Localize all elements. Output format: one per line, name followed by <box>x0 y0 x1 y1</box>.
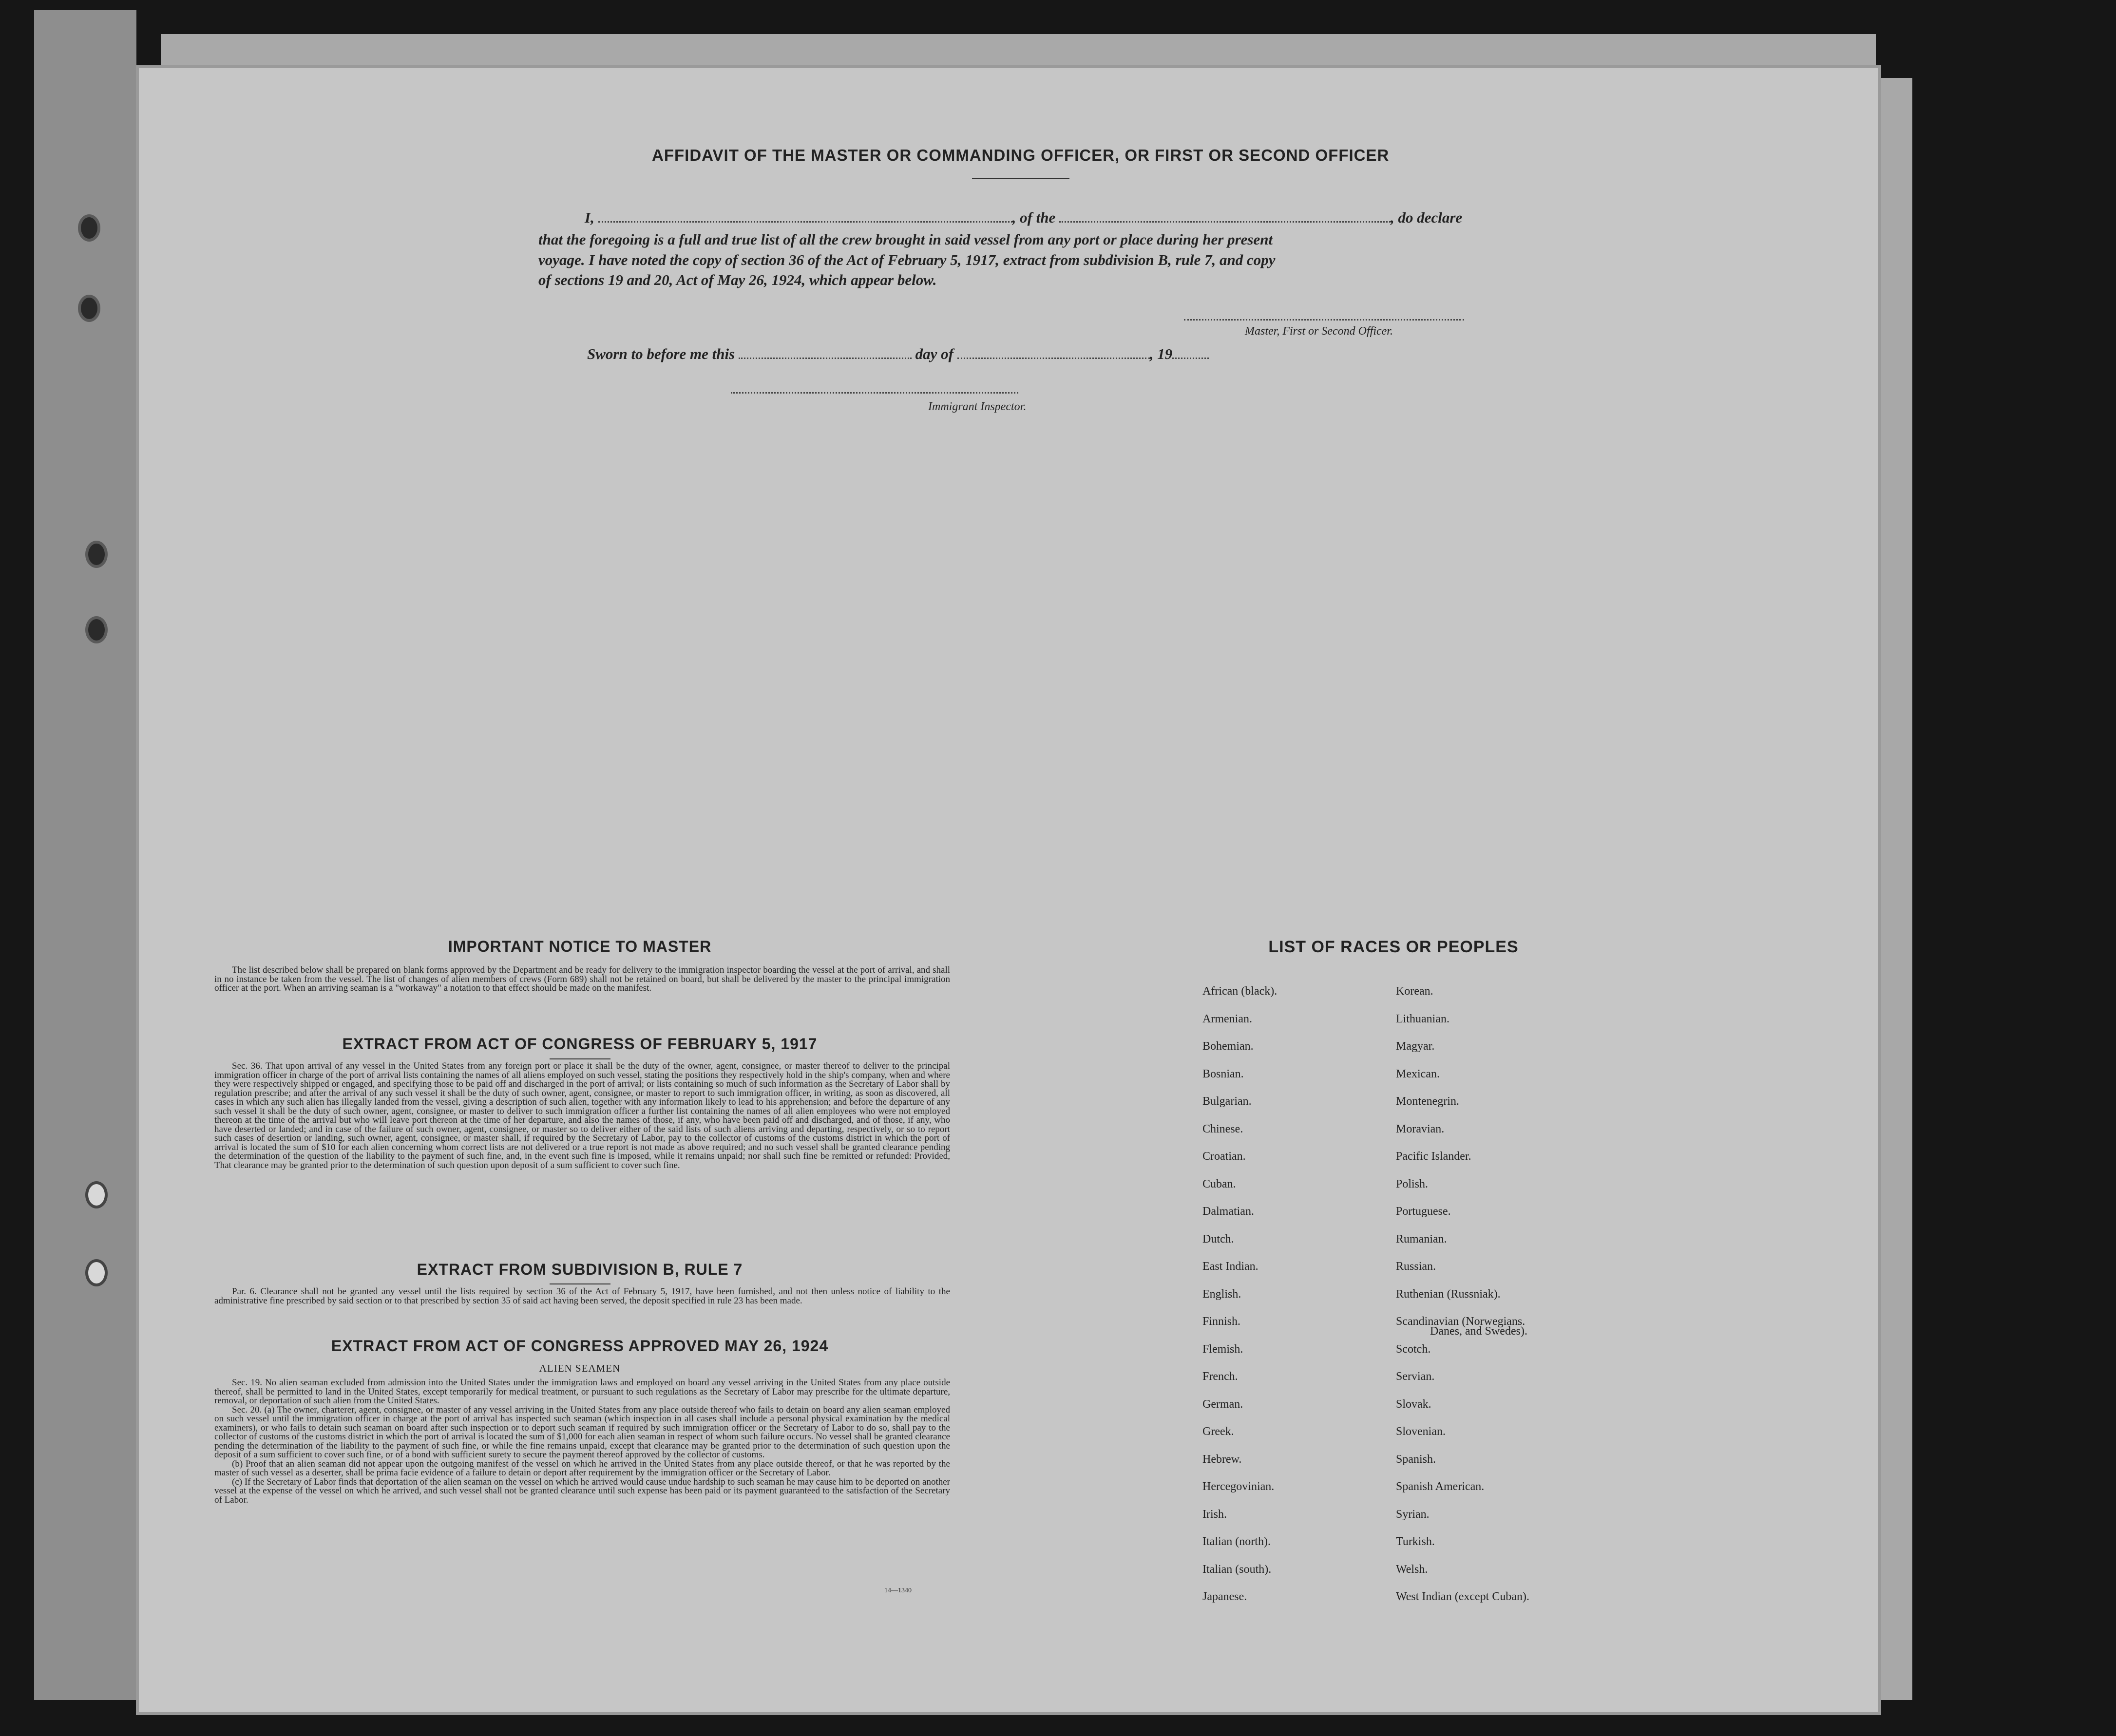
section-20a-paragraph: Sec. 20. (a) The owner, charterer, agent, consignee, or master of any vessel arriving in the United States from any place outside thereof who fails to detain on board any alien seaman employed on such vessel until the immigration officer in charge at the port of arrival has inspected such seaman (which inspection in all cases shall include a personal physical examination by the medical examiners), or who fails to detain such seaman on board after such inspection or to deport such seaman if required by such immigration officer or the Secretary of Labor to do so, shall pay to the collector of customs of the customs district in which the port of arrival is located the sum of $1,000 for each alien seaman in respect of whom such failure occurs. No vessel shall be granted clearance pending the determination of the liability to the payment of such fine, or while the fine remains unpaid, except that clearance may be granted prior to the determination of such question upon the deposit of a sum sufficient to cover such fine, or of a bond with sufficient surety to secure the payment thereof approved by the collector of customs. <box>214 1404 950 1460</box>
race-item: Korean. <box>1396 985 1433 998</box>
race-item: Montenegrin. <box>1396 1095 1459 1108</box>
title-rule <box>550 1283 610 1284</box>
extract-1924-title: EXTRACT FROM ACT OF CONGRESS APPROVED MAY 26, 1924 <box>331 1337 829 1355</box>
race-item: Greek. <box>1202 1425 1234 1438</box>
race-item: Russian. <box>1396 1260 1436 1273</box>
affidavit-of-the: , of the <box>1012 209 1056 226</box>
punch-hole <box>85 1259 108 1286</box>
race-item: Pacific Islander. <box>1396 1150 1471 1163</box>
race-item: Servian. <box>1396 1370 1435 1383</box>
race-item: Bosnian. <box>1202 1067 1244 1080</box>
race-item: Turkish. <box>1396 1535 1435 1548</box>
affidavit-line-4: of sections 19 and 20, Act of May 26, 1924, which appear below. <box>538 271 937 288</box>
inspector-signature-line[interactable] <box>731 392 1018 394</box>
race-item: Finnish. <box>1202 1315 1241 1328</box>
race-item: Spanish American. <box>1396 1480 1485 1493</box>
sworn-line <box>587 343 1209 365</box>
races-title: LIST OF RACES OR PEOPLES <box>1268 938 1519 956</box>
race-item: Armenian. <box>1202 1012 1252 1025</box>
race-item: Irish. <box>1202 1508 1227 1521</box>
section-20c-paragraph: (c) If the Secretary of Labor finds that deportation of the alien seaman on the vessel on which he arrived would cause undue hardship to such seaman he may cause him to be deported on another vessel at the expense of the vessel on which he arrived, and such vessel shall not be granted clearance until such expense has been paid or its payment guaranteed to the satisfaction of the Secretary of Labor. <box>214 1476 950 1505</box>
race-item: German. <box>1202 1397 1243 1411</box>
affidavit-line-2: that the foregoing is a full and true list of all the crew brought in said vessel from any port or place during her present <box>538 231 1273 248</box>
race-item: Rumanian. <box>1396 1232 1447 1245</box>
month-blank[interactable] <box>957 358 1150 359</box>
name-blank[interactable] <box>598 221 1012 223</box>
race-item: Spanish. <box>1396 1453 1436 1466</box>
punch-hole <box>78 214 100 242</box>
year-blank[interactable] <box>1172 358 1209 359</box>
form-number: 14—1340 <box>884 1587 912 1594</box>
left-binding-strip <box>34 10 136 1700</box>
section-36-paragraph: Sec. 36. That upon arrival of any vessel in the United States from any foreign port or place it shall be the duty of the owner, agent, consignee, or master thereof to deliver to the principal immigration officer in charge of the port of arrival lists containing the names of all aliens employed on such vessel, stating the positions they respectively hold in the ship's company, when and where they were respectively shipped or engaged, and specifying those to be paid off and discharged in the port of arrival; or lists containing so much of such information as the Secretary of Labor shall by regulation prescribe; and after the arrival of any such vessel it shall be the duty of such owner, agent, consignee, or master to report to such immigration officer, in writing, as soon as discovered, all cases in which any such alien has illegally landed from the vessel, giving a description of such alien, together with any information likely to lead to his apprehension; and before the departure of any such vessel it shall be the duty of such owner, agent, consignee, or master to deliver to such immigration officer a further list containing the names of all alien employees who were not employed thereon at the time of the arrival but who will leave port thereon at the time of her departure, and also the names of those, if any, who have been paid off and discharged, and of those, if any, who have deserted or landed; and in case of the failure of such owner, agent, consignee, or master so to deliver either of the said lists of such aliens arriving and departing, respectively, or so to report such cases of desertion or landing, such owner, agent, consignee, or master shall, if required by the Secretary of Labor, pay to the collector of customs of the customs district in which the port of arrival is located the sum of $10 for each alien concerning whom correct lists are not delivered or a true report is not made as above required; and no such vessel shall be granted clearance pending the determination of the question of the liability to the payment of such fine, and, in the event such fine is imposed, while it remains unpaid; nor shall such fine be remitted or refunded: Provided, That clearance may be granted prior to the determination of such question upon deposit of a sum sufficient to cover such fine. <box>214 1061 950 1170</box>
punch-hole <box>78 295 100 322</box>
notice-text <box>214 966 950 993</box>
race-item: Dutch. <box>1202 1232 1234 1245</box>
race-item: Italian (south). <box>1202 1563 1272 1576</box>
race-item: Mexican. <box>1396 1067 1440 1080</box>
affidavit-line-3: voyage. I have noted the copy of section 36 of the Act of February 5, 1917, extract from subdivision B, rule 7, and copy <box>538 251 1276 268</box>
race-item: Hebrew. <box>1202 1453 1242 1466</box>
punch-hole <box>85 541 108 568</box>
year-text: , 19 <box>1149 345 1173 362</box>
rule-7-title: EXTRACT FROM SUBDIVISION B, RULE 7 <box>417 1261 743 1278</box>
race-item: Scandinavian (Norwegians. <box>1396 1315 1525 1328</box>
punch-hole <box>85 1181 108 1208</box>
punch-hole <box>85 616 108 643</box>
race-item: Welsh. <box>1396 1563 1428 1576</box>
race-item: Bohemian. <box>1202 1040 1254 1053</box>
affidavit-line-1 <box>585 207 1462 228</box>
race-continuation: Danes, and Swedes). <box>1430 1325 1527 1338</box>
race-item: Cuban. <box>1202 1177 1236 1190</box>
race-item: Scotch. <box>1396 1342 1431 1356</box>
race-item: Polish. <box>1396 1177 1429 1190</box>
race-item: Hercegovinian. <box>1202 1480 1275 1493</box>
paragraph-6: Par. 6. Clearance shall not be granted any vessel until the lists required by section 36 of the Act of February 5, 1917, have been furnished, and not then unless notice of liability to the administrative fine prescribed by said section or to that prescribed by section 35 of said act having been served, the deposit specified in rule 23 has been made. <box>214 1286 950 1306</box>
race-item: Dalmatian. <box>1202 1205 1254 1218</box>
race-item: African (black). <box>1202 985 1277 998</box>
extract-1917-text <box>214 1062 950 1170</box>
affidavit-declare: , do declare <box>1391 209 1463 226</box>
section-19-paragraph: Sec. 19. No alien seaman excluded from admission into the United States under the immigration laws and employed on board any vessel arriving in the United States from any place outside thereof, shall be permitted to land in the United States, except temporarily for medical treatment, or pursuant to such regulations as the Secretary of Labor may prescribe for the ultimate departure, removal, or deportation of such alien from the United States. <box>214 1377 950 1406</box>
rule-7-text <box>214 1287 950 1305</box>
notice-paragraph: The list described below shall be prepared on blank forms approved by the Department and be ready for delivery to the immigration inspector boarding the vessel at the port of arrival, and shall in no instance be taken from the vessel. The list of changes of alien members of crews (Form 689) shall not be retained on board, but shall be delivered by the master to the principal immigration officer at the port. When an arriving seaman is a "workaway" a notation to that effect should be made on the manifest. <box>214 965 950 993</box>
race-item: Flemish. <box>1202 1342 1243 1356</box>
sworn-text: Sworn to before me this <box>587 345 735 362</box>
notice-title: IMPORTANT NOTICE TO MASTER <box>448 938 712 955</box>
race-item: Lithuanian. <box>1396 1012 1449 1025</box>
title-rule <box>550 1058 610 1059</box>
race-item: French. <box>1202 1370 1238 1383</box>
race-item: Bulgarian. <box>1202 1095 1252 1108</box>
race-item: Ruthenian (Russniak). <box>1396 1287 1501 1301</box>
race-item: West Indian (except Cuban). <box>1396 1590 1529 1603</box>
race-item: East Indian. <box>1202 1260 1258 1273</box>
affidavit-title: AFFIDAVIT OF THE MASTER OR COMMANDING OFFICER, OR FIRST OR SECOND OFFICER <box>652 146 1390 164</box>
race-item: Chinese. <box>1202 1122 1243 1135</box>
race-item: Magyar. <box>1396 1040 1435 1053</box>
race-item: Portuguese. <box>1396 1205 1451 1218</box>
race-item: Japanese. <box>1202 1590 1247 1603</box>
inspector-caption: Immigrant Inspector. <box>928 400 1027 413</box>
extract-1917-title: EXTRACT FROM ACT OF CONGRESS OF FEBRUARY 5, 1917 <box>342 1035 818 1053</box>
race-item: Croatian. <box>1202 1150 1246 1163</box>
race-item: Slovak. <box>1396 1397 1431 1411</box>
title-rule <box>972 178 1069 179</box>
master-caption: Master, First or Second Officer. <box>1245 325 1393 338</box>
master-signature-line[interactable] <box>1184 319 1464 321</box>
day-blank[interactable] <box>739 358 912 359</box>
affidavit-i: I, <box>585 209 594 226</box>
vessel-blank[interactable] <box>1059 221 1391 223</box>
alien-seamen-subtitle: ALIEN SEAMEN <box>539 1362 621 1374</box>
extract-1924-text <box>214 1378 950 1505</box>
day-of-text: day of <box>915 345 953 362</box>
section-20b-paragraph: (b) Proof that an alien seaman did not appear upon the outgoing manifest of the vessel on which he arrived in the United States from any place outside thereof, or that he was reported by the master of such vessel as a deserter, shall be prima facie evidence of a failure to detain or deport after requirement by the immigration officer or the Secretary of Labor. <box>214 1458 950 1478</box>
right-page-edge <box>1878 78 1912 1700</box>
race-item: Syrian. <box>1396 1508 1430 1521</box>
race-item: Slovenian. <box>1396 1425 1446 1438</box>
race-item: Italian (north). <box>1202 1535 1271 1548</box>
race-item: English. <box>1202 1287 1241 1301</box>
race-item: Moravian. <box>1396 1122 1445 1135</box>
